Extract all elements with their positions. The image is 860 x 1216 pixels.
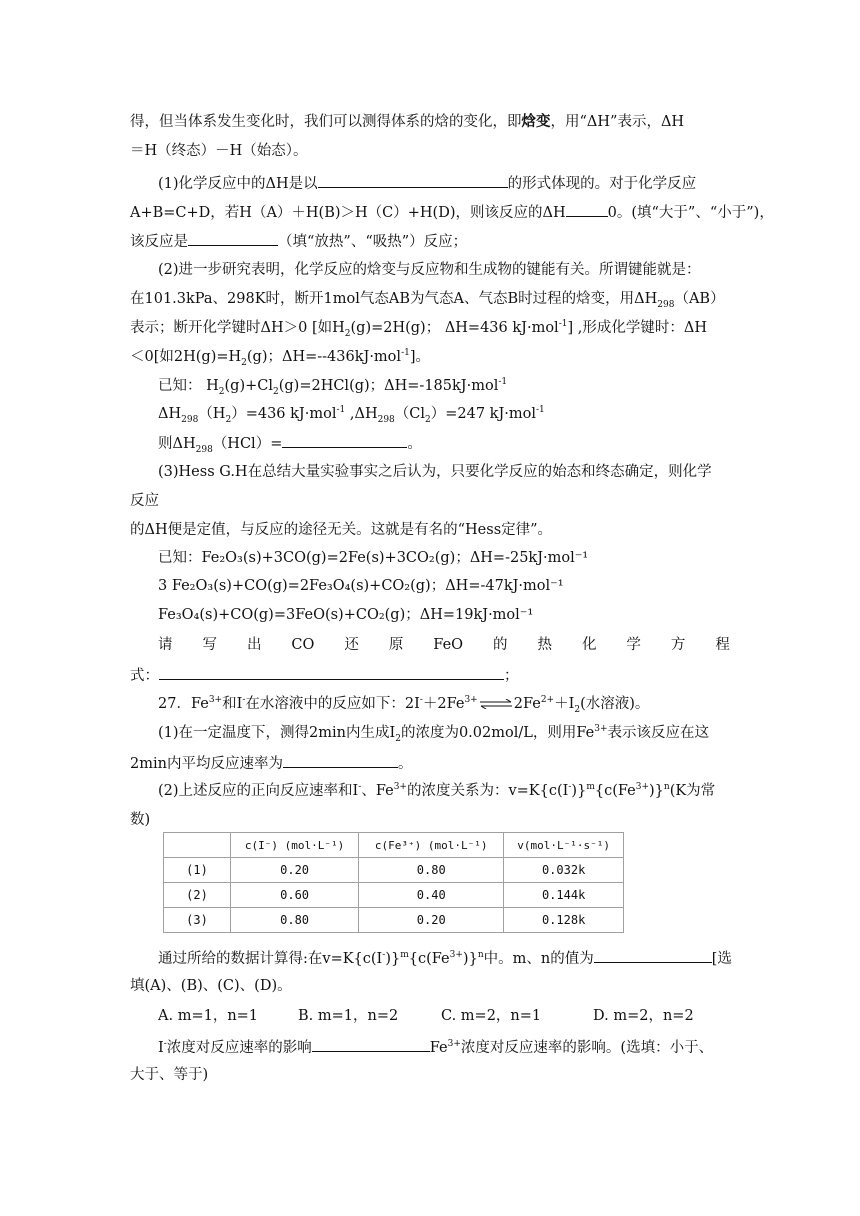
q27-heading: 27．$Fe^{3+}$和I-在水溶液中的反应如下：$2I^-+2Fe^{3+}$ $2Fe^{2+}+I_2$(水溶液)。 [158, 695, 650, 715]
ask-word: 热 [537, 637, 552, 653]
ask-word: 原 [388, 637, 404, 653]
ask-word: FeO [433, 637, 464, 653]
q2-known-line: 已知： $H_2(g)+Cl_2(g)=2HCl(g)$；ΔH=-185kJ·mol$^{-1}$ [158, 377, 508, 397]
ask-word: 程 [715, 637, 730, 653]
option-b[interactable]: B. m=1，n=2 [298, 1008, 399, 1024]
ask-word: 出 [246, 637, 262, 653]
q2-line-4: ＜0[如$2H(g)=H_2(g)$；ΔH=--436kJ·mol$^{-1}$]。 [130, 348, 431, 368]
q3-line-2: 反应 [130, 493, 159, 509]
q1-line-1: (1)化学反应中的ΔH是以 的形式体现的。对于化学反应 [158, 172, 758, 194]
q3-ask-words [158, 635, 730, 655]
q3-line-3: 的ΔH便是定值，与反应的途径无关。这就是有名的“Hess定律”。 [130, 522, 553, 538]
option-a[interactable]: A. m=1，n=1 [158, 1008, 259, 1024]
table-cell: 0.032k [504, 858, 624, 883]
table-cell: 0.20 [359, 908, 504, 933]
table-header-row [164, 833, 624, 858]
q1-line-2: A+B=C+D，若H（A）＋H(B)＞H（C）+H(D)，则该反应的ΔH 0。(填“大于”、“小于”)， [130, 201, 730, 223]
option-d[interactable]: D. m=2，n=2 [593, 1008, 694, 1024]
ask-word: 请 [158, 637, 173, 653]
q27-compare-line-2: 大于、等于) [130, 1067, 209, 1083]
q3-ask-line-2: 式： ； [130, 664, 730, 686]
q2-line-2: 在101.3kPa、298K时，断开1mol气态AB为气态A、气态B时过程的焓变，用$\Delta H_{298}(AB)$ [130, 291, 725, 310]
answer-blank-3[interactable] [188, 230, 278, 246]
ask-word: 学 [626, 637, 641, 653]
table-row [164, 883, 624, 908]
ask-word: 方 [670, 637, 686, 653]
ask-word: CO [291, 637, 315, 653]
table-row [164, 858, 624, 883]
intro-line-1: 得，但当体系发生变化时，我们可以测得体系的焓的变化，即焓变，用“ΔH”表示，ΔH [130, 113, 685, 130]
table-cell: (1) [164, 858, 231, 883]
q27-part2-line-1: (2)上述反应的正向反应速率和I-、$Fe^{3+}$的浓度关系为：$v=K\{c(I^-)\}^m\{c(Fe^{3+})\}^n(K$为常 [158, 782, 716, 799]
answer-blank-5[interactable] [159, 664, 504, 680]
table-cell: 0.20 [231, 858, 359, 883]
option-c[interactable]: C. m=2，n=1 [441, 1008, 542, 1024]
ask-word: 还 [344, 637, 359, 653]
table-cell: 0.40 [359, 883, 504, 908]
rate-data-table [163, 832, 624, 933]
q2-ask-line: 则$\Delta H_{298}(HCl)=$ 。 [158, 432, 758, 454]
table-cell: 0.144k [504, 883, 624, 908]
q2-bond-energy-line: $\Delta H_{298}(H_2)=436$ kJ·mol$^{-1}$ $,\Delta H_{298}(Cl_2)=247$ kJ·mol$^{-1}$ [158, 405, 545, 425]
ask-word: 化 [581, 637, 597, 653]
answer-blank-8[interactable] [312, 1036, 430, 1052]
answer-blank-2[interactable] [566, 201, 608, 217]
q3-equation-1: 已知：Fe₂O₃(s)+3CO(g)=2Fe(s)+3CO₂(g)；ΔH=-25kJ·mol⁻¹ [158, 550, 589, 566]
table-cell: 0.80 [359, 858, 504, 883]
table-cell: 0.60 [231, 883, 359, 908]
q27-part2-line-2: 数) [130, 812, 151, 828]
answer-blank-7[interactable] [594, 947, 712, 963]
answer-blank-4[interactable] [282, 432, 407, 448]
q27-part1-line-1: (1)在一定温度下，测得2min内生成$I_2$的浓度为0.02mol/L，则用$Fe^{3+}$表示该反应在这 [158, 724, 709, 744]
table-header-cell: c(I⁻) (mol·L⁻¹) [231, 833, 359, 858]
ask-word: 写 [202, 637, 217, 653]
table-cell: (2) [164, 883, 231, 908]
intro-line-2: ＝H（终态）－H（始态）。 [130, 143, 308, 159]
q3-line-1: (3)Hess G.H在总结大量实验事实之后认为，只要化学反应的始态和终态确定，则化学 [158, 464, 712, 480]
q27-part1-line-2: 2min内平均反应速率为 。 [130, 752, 730, 774]
q3-ask-line [158, 635, 730, 655]
table-header-cell: c(Fe³⁺) (mol·L⁻¹) [359, 833, 504, 858]
answer-blank-6[interactable] [283, 752, 398, 768]
table-cell: 0.80 [231, 908, 359, 933]
ask-word: 的 [493, 637, 508, 653]
table-header-cell [164, 833, 231, 858]
q3-equation-2: 3 Fe₂O₃(s)+CO(g)=2Fe₃O₄(s)+CO₂(g)；ΔH=-47kJ·mol⁻¹ [158, 578, 564, 594]
q27-calc-line-1: 通过所给的数据计算得:在$v=K\{c(I^-)\}^m\{c(Fe^{3+})\}^n$中。m、n的值为 [选 [158, 947, 758, 969]
q1-line-3: 该反应是 （填“放热”、“吸热”）反应； [130, 230, 730, 252]
q2-line-1: (2)进一步研究表明，化学反应的焓变与反应物和生成物的键能有关。所谓键能就是： [158, 262, 701, 278]
table-cell: 0.128k [504, 908, 624, 933]
q27-calc-line-2: 填(A)、(B)、(C)、(D)。 [130, 978, 292, 994]
q27-compare-line-1: I-浓度对反应速率的影响 $Fe^{3+}$浓度对反应速率的影响。(选填：小于、 [158, 1036, 758, 1058]
q3-equation-3: Fe₃O₄(s)+CO(g)=3FeO(s)+CO₂(g)；ΔH=19kJ·mol⁻¹ [158, 607, 534, 623]
table-row [164, 908, 624, 933]
q27-options [158, 1006, 718, 1026]
q2-line-3: 表示；断开化学键时ΔH＞0 [如$H_2(g)=2H(g)$； ΔH=436 kJ·mol$^{-1}$] ,形成化学键时：ΔH [130, 319, 707, 339]
table-header-cell: v(mol·L⁻¹·s⁻¹) [504, 833, 624, 858]
answer-blank-1[interactable] [318, 172, 508, 188]
table-cell: (3) [164, 908, 231, 933]
reversible-arrow-icon [479, 699, 513, 709]
